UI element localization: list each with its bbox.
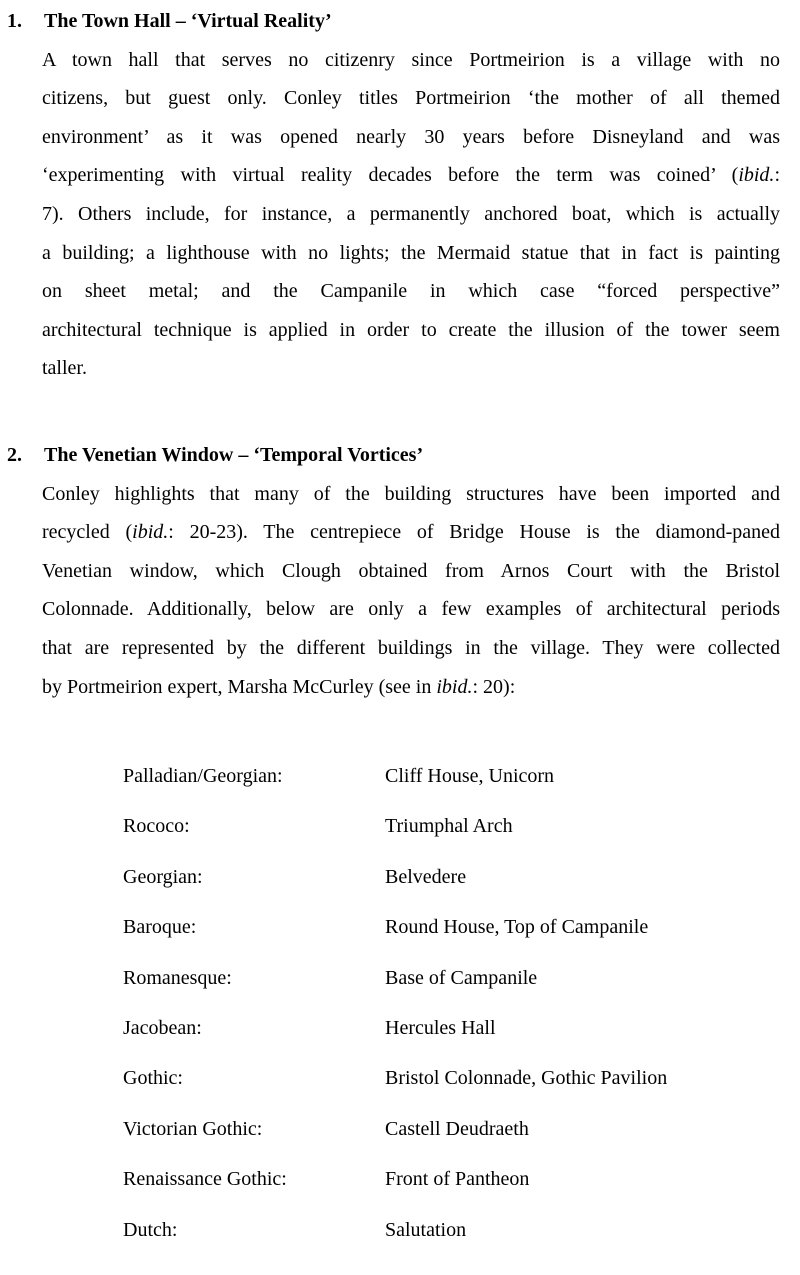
- architecture-buildings: Round House, Top of Campanile: [385, 916, 649, 939]
- paragraph-line: [42, 668, 780, 707]
- text-segment: citizens, but guest only. Conley titles Portmeirion ‘the mother of all themed: [42, 87, 780, 110]
- paragraph-line: [42, 311, 780, 350]
- architecture-style-label: Romanesque:: [123, 966, 232, 989]
- paragraph-line: [42, 79, 780, 118]
- paragraph-line: [42, 629, 780, 668]
- architecture-row: [0, 852, 800, 902]
- paragraph-line: [42, 118, 780, 157]
- architecture-style-label: Palladian/Georgian:: [123, 765, 283, 787]
- paragraph-line: [42, 552, 780, 591]
- paragraph-line: [42, 513, 780, 552]
- paragraph-line: [42, 156, 780, 195]
- italic-citation: ibid.: [436, 675, 473, 698]
- paragraph-line: [42, 41, 780, 80]
- text-segment: by Portmeirion expert, Marsha McCurley (see in: [42, 675, 437, 698]
- text-segment: :: [774, 164, 780, 187]
- architecture-buildings: Front of Pantheon: [385, 1168, 530, 1191]
- text-segment: : 20):: [472, 675, 516, 698]
- paragraph-line: [42, 590, 780, 629]
- section-title: The Town Hall – ‘Virtual Reality’: [44, 10, 332, 32]
- section-paragraph: [42, 41, 780, 388]
- architecture-buildings: Bristol Colonnade, Gothic Pavilion: [385, 1067, 668, 1090]
- text-segment: A town hall that serves no citizenry since Portmeirion is a village with no: [42, 48, 780, 71]
- architecture-row: [0, 1053, 800, 1103]
- section-title: The Venetian Window – ‘Temporal Vortices’: [44, 444, 424, 466]
- text-segment: environment’ as it was opened nearly 30 years before Disneyland and was: [42, 125, 780, 148]
- italic-citation: ibid.: [132, 521, 169, 544]
- paragraph-line: [42, 475, 780, 514]
- architecture-row: [0, 801, 800, 851]
- architecture-buildings: Triumphal Arch: [385, 815, 513, 838]
- architecture-buildings: Base of Campanile: [385, 966, 538, 989]
- architecture-row: [0, 751, 800, 801]
- text-segment: : 20-23). The centrepiece of Bridge House is the diamond-paned: [168, 521, 780, 544]
- section-town-hall: [0, 2, 800, 388]
- text-segment: recycled (: [42, 521, 133, 544]
- architecture-style-label: Rococo:: [123, 815, 190, 838]
- text-segment: taller.: [42, 357, 87, 380]
- text-segment: on sheet metal; and the Campanile in which case “forced perspective”: [42, 280, 780, 303]
- text-segment: that are represented by the different buildings in the village. They were collected: [42, 636, 780, 659]
- architecture-style-label: Victorian Gothic:: [123, 1117, 263, 1140]
- architecture-style-label: Gothic:: [123, 1067, 183, 1090]
- section-paragraph: [42, 475, 780, 707]
- architecture-row: [0, 1205, 800, 1255]
- text-segment: ‘experimenting with virtual reality decades before the term was coined’ (: [42, 164, 739, 187]
- section-heading: [0, 2, 800, 41]
- architecture-row: [0, 1003, 800, 1053]
- section-venetian-window: [0, 436, 800, 706]
- architecture-row: [0, 953, 800, 1003]
- architecture-style-label: Baroque:: [123, 916, 197, 939]
- text-segment: architectural technique is applied in order to create the illusion of the tower seem: [42, 318, 780, 341]
- architecture-buildings: Belvedere: [385, 865, 467, 888]
- architecture-style-label: Jacobean:: [123, 1016, 202, 1039]
- architecture-buildings: Cliff House, Unicorn: [385, 765, 555, 787]
- architecture-periods-list: [0, 751, 800, 1255]
- section-number: 1.: [7, 10, 22, 32]
- section-heading: [0, 436, 800, 475]
- italic-citation: ibid.: [738, 164, 775, 187]
- architecture-buildings: Salutation: [385, 1218, 467, 1241]
- text-segment: Venetian window, which Clough obtained from Arnos Court with the Bristol: [42, 559, 780, 582]
- architecture-style-label: Dutch:: [123, 1218, 178, 1241]
- paragraph-line: [42, 195, 780, 234]
- paragraph-line: [42, 272, 780, 311]
- text-segment: 7). Others include, for instance, a permanently anchored boat, which is actually: [42, 202, 780, 225]
- architecture-row: [0, 1154, 800, 1204]
- text-segment: a building; a lighthouse with no lights; the Mermaid statue that in fact is painting: [42, 241, 780, 264]
- paragraph-line: [42, 234, 780, 273]
- architecture-style-label: Georgian:: [123, 865, 203, 888]
- text-segment: Conley highlights that many of the building structures have been imported and: [42, 482, 780, 505]
- architecture-style-label: Renaissance Gothic:: [123, 1168, 287, 1191]
- architecture-row: [0, 902, 800, 952]
- architecture-buildings: Castell Deudraeth: [385, 1117, 529, 1140]
- text-segment: Colonnade. Additionally, below are only a few examples of architectural periods: [42, 598, 780, 621]
- section-number: 2.: [7, 444, 22, 466]
- architecture-row: [0, 1104, 800, 1154]
- paragraph-line: [42, 349, 780, 388]
- architecture-buildings: Hercules Hall: [385, 1016, 496, 1039]
